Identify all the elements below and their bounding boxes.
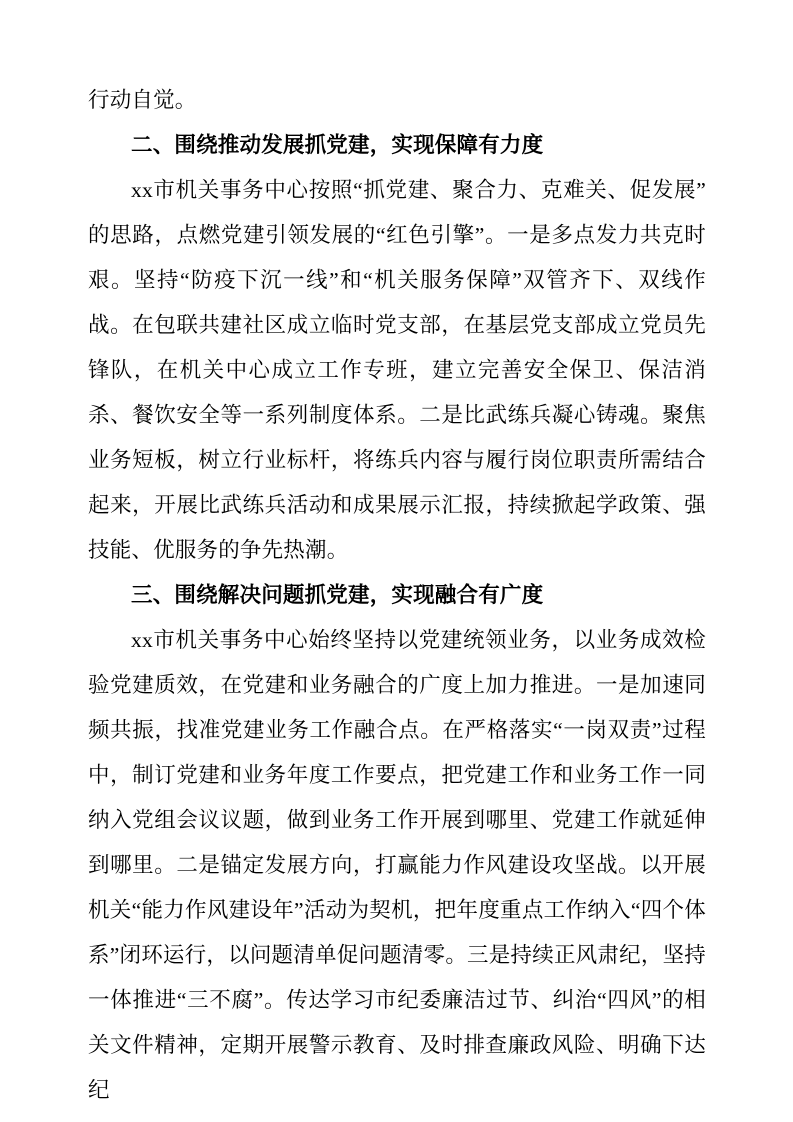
section-heading-three: 三、围绕解决问题抓党建，实现融合有广度 xyxy=(131,583,544,607)
paragraph-section-two: xx市机关事务中心按照“抓党建、聚合力、克难关、促发展”的思路，点燃党建引领发展的“红色引擎”。一是多点发力共克时艰。坚持“防疫下沉一线”和“机关服务保障”双管齐下、双线作战。在包联共建社区成立临时党支部，在基层党支部成立党员先锋队，在机关中心成立工作专班，建立完善安全保卫、保洁消杀、餐饮安全等一系列制度体系。二是比武练兵凝心铸魂。聚焦业务短板，树立行业标杆，将练兵内容与履行岗位职责所需结合起来，开展比武练兵活动和成果展示汇报，持续掀起学政策、强技能、优服务的争先热潮。 xyxy=(88,178,706,562)
paragraph-continuation: 行动自觉。 xyxy=(88,88,197,112)
document-body xyxy=(88,78,706,1113)
section-heading-two: 二、围绕推动发展抓党建，实现保障有力度 xyxy=(131,133,544,157)
paragraph-section-three: xx市机关事务中心始终坚持以党建统领业务，以业务成效检验党建质效，在党建和业务融合的广度上加力推进。一是加速同频共振，找准党建业务工作融合点。在严格落实“一岗双责”过程中，制订党建和业务年度工作要点，把党建工作和业务工作一同纳入党组会议议题，做到业务工作开展到哪里、党建工作就延伸到哪里。二是锚定发展方向，打赢能力作风建设攻坚战。以开展机关“能力作风建设年”活动为契机，把年度重点工作纳入“四个体系”闭环运行，以问题清单促问题清零。三是持续正风肃纪，坚持一体推进“三不腐”。传达学习市纪委廉洁过节、纠治“四风”的相关文件精神，定期开展警示教育、及时排查廉政风险、明确下达纪 xyxy=(88,628,706,1102)
